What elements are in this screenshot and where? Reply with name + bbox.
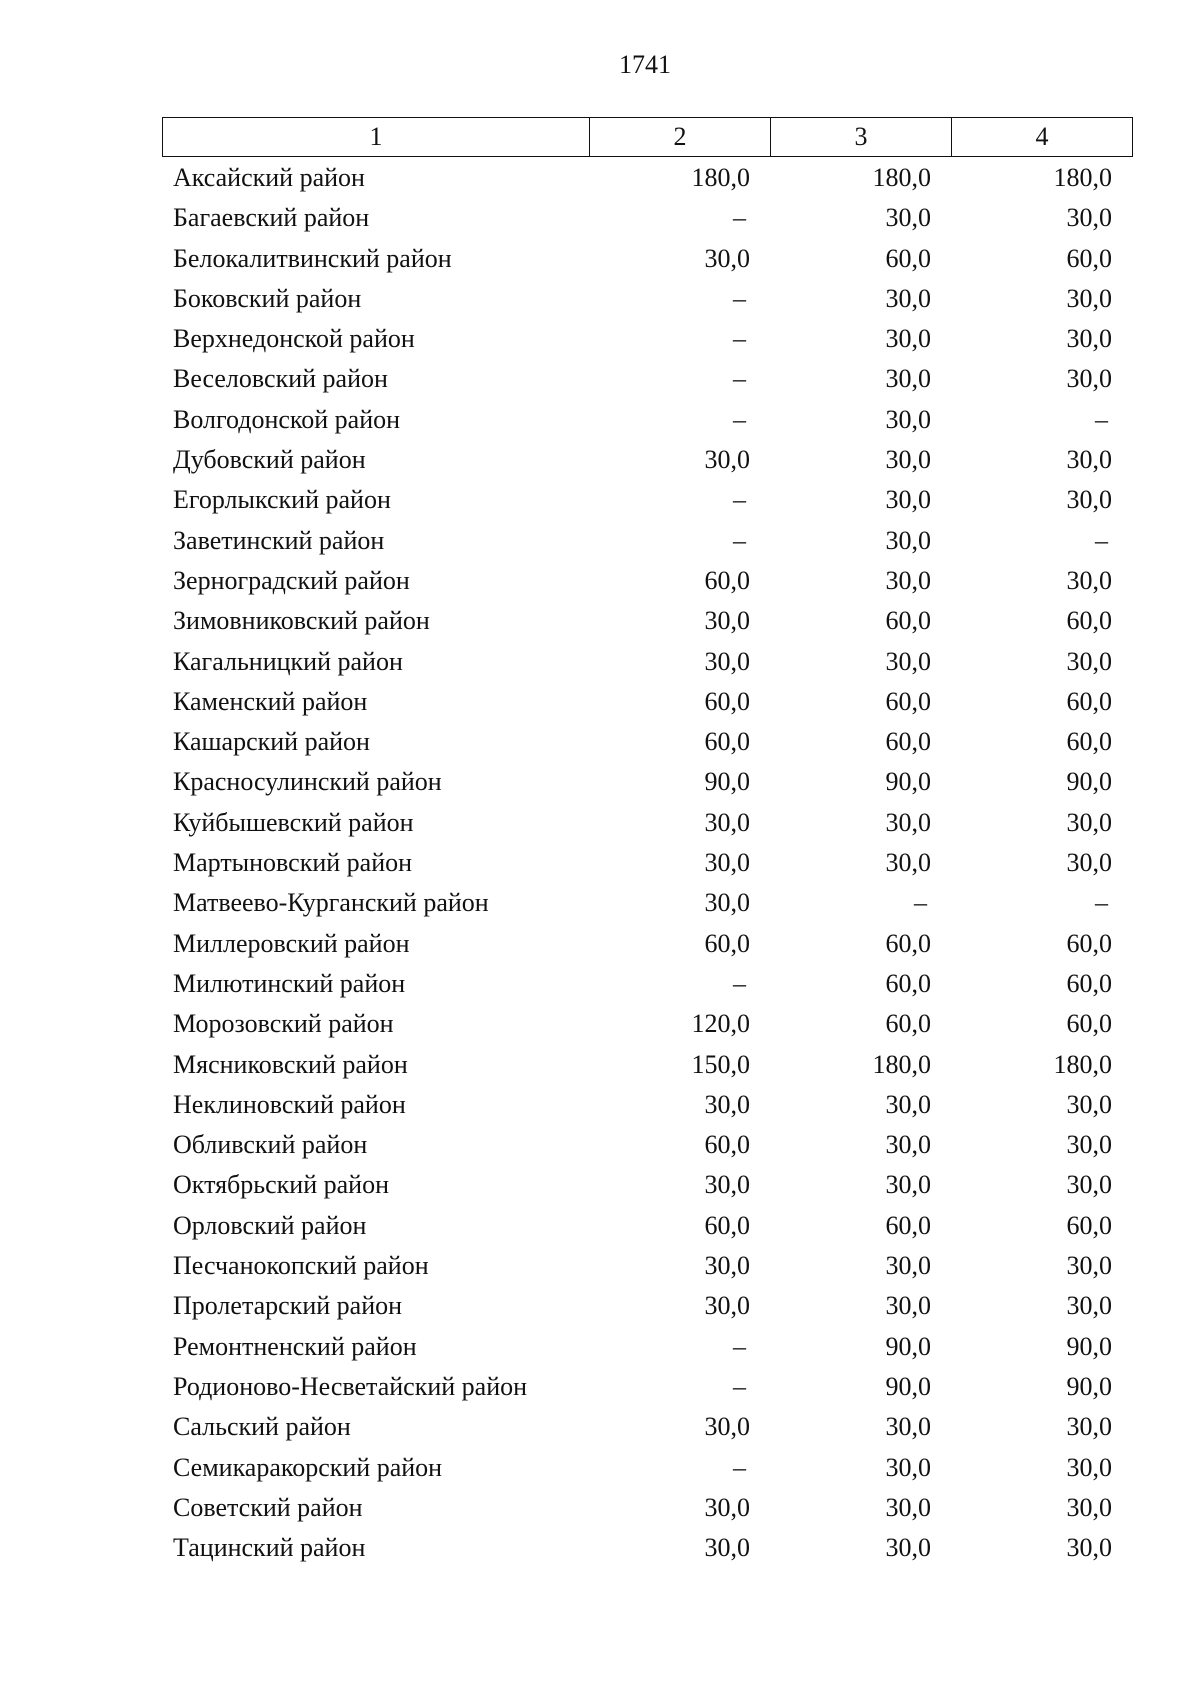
- cell-col-2: –: [733, 283, 746, 313]
- table-row: [162, 843, 1132, 883]
- table-row: [162, 1085, 1132, 1125]
- cell-col-4: 30,0: [1066, 203, 1112, 233]
- cell-col-4: 60,0: [1066, 1009, 1112, 1039]
- table-row: [162, 762, 1132, 802]
- cell-col-2: 30,0: [704, 445, 750, 475]
- table-row: [162, 1286, 1132, 1326]
- cell-col-4: 60,0: [1066, 968, 1112, 998]
- cell-col-3: 30,0: [885, 1492, 931, 1522]
- cell-col-2: 60,0: [704, 686, 750, 716]
- table-row: [162, 964, 1132, 1004]
- cell-col-2: 30,0: [704, 888, 750, 918]
- cell-col-3: 30,0: [885, 1452, 931, 1482]
- cell-col-4: 30,0: [1066, 1533, 1112, 1563]
- cell-col-3: 180,0: [872, 1049, 931, 1079]
- table-row: [162, 682, 1132, 722]
- district-name: Семикаракорский район: [173, 1452, 443, 1482]
- cell-col-2: 180,0: [691, 163, 750, 192]
- cell-col-4: 60,0: [1066, 606, 1112, 636]
- cell-col-3: 30,0: [885, 565, 931, 595]
- cell-col-3: 30,0: [885, 1170, 931, 1200]
- table-row: [162, 601, 1132, 641]
- cell-col-3: 60,0: [885, 1210, 931, 1240]
- cell-col-3: 90,0: [885, 1331, 931, 1361]
- column-header-4: 4: [952, 118, 1133, 157]
- cell-col-4: 180,0: [1053, 1049, 1112, 1079]
- district-name: Егорлыкский район: [173, 485, 391, 515]
- cell-col-2: –: [733, 525, 746, 555]
- table-body: [162, 158, 1132, 1568]
- district-name: Мясниковский район: [173, 1049, 408, 1079]
- cell-col-4: 30,0: [1066, 1170, 1112, 1200]
- table-row: [162, 1367, 1132, 1407]
- column-header-row: [163, 118, 1133, 157]
- cell-col-4: –: [1095, 888, 1108, 918]
- cell-col-2: 30,0: [704, 1492, 750, 1522]
- cell-col-2: –: [733, 968, 746, 998]
- district-name: Куйбышевский район: [173, 807, 414, 837]
- table-row: [162, 1488, 1132, 1528]
- district-name: Обливский район: [173, 1130, 368, 1160]
- cell-col-3: 30,0: [885, 203, 931, 233]
- cell-col-2: 60,0: [704, 1130, 750, 1160]
- table-row: [162, 480, 1132, 520]
- cell-col-4: 30,0: [1066, 1492, 1112, 1522]
- district-name: Ремонтненский район: [173, 1331, 417, 1361]
- cell-col-3: 180,0: [872, 163, 931, 192]
- cell-col-2: –: [733, 1331, 746, 1361]
- cell-col-3: 30,0: [885, 1533, 931, 1563]
- cell-col-3: 60,0: [885, 606, 931, 636]
- cell-col-3: 30,0: [885, 807, 931, 837]
- district-name: Багаевский район: [173, 203, 370, 233]
- district-name: Милютинский район: [173, 968, 406, 998]
- cell-col-3: 30,0: [885, 525, 931, 555]
- cell-col-2: 30,0: [704, 848, 750, 878]
- district-name: Аксайский район: [173, 163, 365, 192]
- cell-col-3: –: [914, 888, 927, 918]
- table-row: [162, 1407, 1132, 1447]
- cell-col-2: –: [733, 1452, 746, 1482]
- cell-col-4: 30,0: [1066, 848, 1112, 878]
- cell-col-2: 30,0: [704, 1170, 750, 1200]
- cell-col-2: –: [733, 364, 746, 394]
- cell-col-4: 60,0: [1066, 686, 1112, 716]
- cell-col-3: 30,0: [885, 324, 931, 354]
- cell-col-3: 60,0: [885, 243, 931, 273]
- table-row: [162, 1165, 1132, 1205]
- cell-col-2: 90,0: [704, 767, 750, 797]
- cell-col-2: 60,0: [704, 928, 750, 958]
- district-name: Миллеровский район: [173, 928, 410, 958]
- district-name: Зерноградский район: [173, 565, 410, 595]
- table-row: [162, 722, 1132, 762]
- cell-col-4: 30,0: [1066, 1291, 1112, 1321]
- table-row: [162, 440, 1132, 480]
- cell-col-4: 60,0: [1066, 928, 1112, 958]
- cell-col-4: 30,0: [1066, 1412, 1112, 1442]
- cell-col-4: 30,0: [1066, 1089, 1112, 1119]
- cell-col-3: 60,0: [885, 968, 931, 998]
- cell-col-4: 30,0: [1066, 485, 1112, 515]
- district-name: Кагальницкий район: [173, 646, 403, 676]
- cell-col-2: 30,0: [704, 243, 750, 273]
- cell-col-4: 60,0: [1066, 243, 1112, 273]
- cell-col-3: 60,0: [885, 727, 931, 757]
- cell-col-4: 30,0: [1066, 646, 1112, 676]
- cell-col-2: 30,0: [704, 1251, 750, 1281]
- district-name: Зимовниковский район: [173, 606, 430, 636]
- cell-col-4: 60,0: [1066, 727, 1112, 757]
- cell-col-2: 30,0: [704, 646, 750, 676]
- cell-col-4: 30,0: [1066, 1251, 1112, 1281]
- table-row: [162, 561, 1132, 601]
- table-row: [162, 198, 1132, 238]
- district-name: Морозовский район: [173, 1009, 394, 1039]
- cell-col-3: 30,0: [885, 445, 931, 475]
- cell-col-2: –: [733, 485, 746, 515]
- cell-col-2: 120,0: [691, 1009, 750, 1039]
- cell-col-2: –: [733, 1371, 746, 1401]
- table-row: [162, 359, 1132, 399]
- cell-col-2: 30,0: [704, 1533, 750, 1563]
- cell-col-3: 30,0: [885, 848, 931, 878]
- cell-col-3: 60,0: [885, 928, 931, 958]
- cell-col-4: 30,0: [1066, 324, 1112, 354]
- table-row: [162, 1448, 1132, 1488]
- district-name: Красносулинский район: [173, 767, 442, 797]
- table-row: [162, 279, 1132, 319]
- table-row: [162, 400, 1132, 440]
- cell-col-3: 30,0: [885, 1412, 931, 1442]
- cell-col-2: 30,0: [704, 807, 750, 837]
- column-header-3: 3: [771, 118, 952, 157]
- cell-col-2: 30,0: [704, 1291, 750, 1321]
- district-name: Пролетарский район: [173, 1291, 403, 1321]
- district-name: Сальский район: [173, 1412, 351, 1442]
- cell-col-3: 30,0: [885, 364, 931, 394]
- table-row: [162, 521, 1132, 561]
- cell-col-2: 60,0: [704, 565, 750, 595]
- cell-col-3: 60,0: [885, 1009, 931, 1039]
- table-row: [162, 1327, 1132, 1367]
- column-header-table: [162, 117, 1133, 157]
- table-row: [162, 319, 1132, 359]
- cell-col-4: 30,0: [1066, 283, 1112, 313]
- district-name: Советский район: [173, 1492, 363, 1522]
- cell-col-2: 30,0: [704, 606, 750, 636]
- cell-col-4: 30,0: [1066, 807, 1112, 837]
- cell-col-3: 30,0: [885, 1089, 931, 1119]
- cell-col-3: 30,0: [885, 283, 931, 313]
- district-name: Орловский район: [173, 1210, 367, 1240]
- district-name: Волгодонской район: [173, 404, 401, 434]
- district-name: Мартыновский район: [173, 848, 413, 878]
- district-name: Дубовский район: [173, 445, 366, 475]
- page-number: 1741: [619, 50, 671, 79]
- table-row: [162, 924, 1132, 964]
- cell-col-4: –: [1095, 404, 1108, 434]
- district-name: Неклиновский район: [173, 1089, 406, 1119]
- cell-col-4: 60,0: [1066, 1210, 1112, 1240]
- district-name: Каменский район: [173, 686, 368, 716]
- cell-col-3: 90,0: [885, 767, 931, 797]
- district-name: Заветинский район: [173, 525, 385, 555]
- cell-col-4: 30,0: [1066, 1452, 1112, 1482]
- cell-col-3: 30,0: [885, 485, 931, 515]
- cell-col-4: –: [1095, 525, 1108, 555]
- table-row: [162, 158, 1132, 198]
- cell-col-4: 90,0: [1066, 767, 1112, 797]
- table-row: [162, 883, 1132, 923]
- district-name: Белокалитвинский район: [173, 243, 452, 273]
- district-name: Кашарский район: [173, 727, 370, 757]
- cell-col-2: 30,0: [704, 1412, 750, 1442]
- district-name: Матвеево-Курганский район: [173, 888, 489, 918]
- cell-col-4: 90,0: [1066, 1371, 1112, 1401]
- cell-col-3: 30,0: [885, 1251, 931, 1281]
- district-name: Песчанокопский район: [173, 1251, 429, 1281]
- cell-col-4: 30,0: [1066, 445, 1112, 475]
- district-name: Веселовский район: [173, 364, 388, 394]
- table-row: [162, 642, 1132, 682]
- cell-col-3: 60,0: [885, 686, 931, 716]
- district-name: Родионово-Несветайский район: [173, 1371, 528, 1401]
- cell-col-3: 30,0: [885, 404, 931, 434]
- table-row: [162, 1004, 1132, 1044]
- cell-col-2: –: [733, 404, 746, 434]
- table-row: [162, 1206, 1132, 1246]
- cell-col-2: 60,0: [704, 727, 750, 757]
- district-name: Октябрьский район: [173, 1170, 389, 1200]
- cell-col-3: 30,0: [885, 1291, 931, 1321]
- column-header-2: 2: [590, 118, 771, 157]
- cell-col-2: 30,0: [704, 1089, 750, 1119]
- cell-col-4: 30,0: [1066, 1130, 1112, 1160]
- cell-col-4: 90,0: [1066, 1331, 1112, 1361]
- cell-col-4: 30,0: [1066, 565, 1112, 595]
- table-row: [162, 1528, 1132, 1568]
- cell-col-4: 30,0: [1066, 364, 1112, 394]
- cell-col-2: –: [733, 203, 746, 233]
- cell-col-4: 180,0: [1053, 163, 1112, 192]
- table-row: [162, 803, 1132, 843]
- table-row: [162, 239, 1132, 279]
- table-row: [162, 1125, 1132, 1165]
- cell-col-3: 30,0: [885, 646, 931, 676]
- district-name: Тацинский район: [173, 1533, 366, 1563]
- cell-col-2: 60,0: [704, 1210, 750, 1240]
- cell-col-3: 30,0: [885, 1130, 931, 1160]
- cell-col-2: 150,0: [691, 1049, 750, 1079]
- district-name: Верхнедонской район: [173, 324, 415, 354]
- table-row: [162, 1246, 1132, 1286]
- district-name: Боковский район: [173, 283, 362, 313]
- table-row: [162, 1045, 1132, 1085]
- cell-col-2: –: [733, 324, 746, 354]
- column-header-1: 1: [163, 118, 590, 157]
- cell-col-3: 90,0: [885, 1371, 931, 1401]
